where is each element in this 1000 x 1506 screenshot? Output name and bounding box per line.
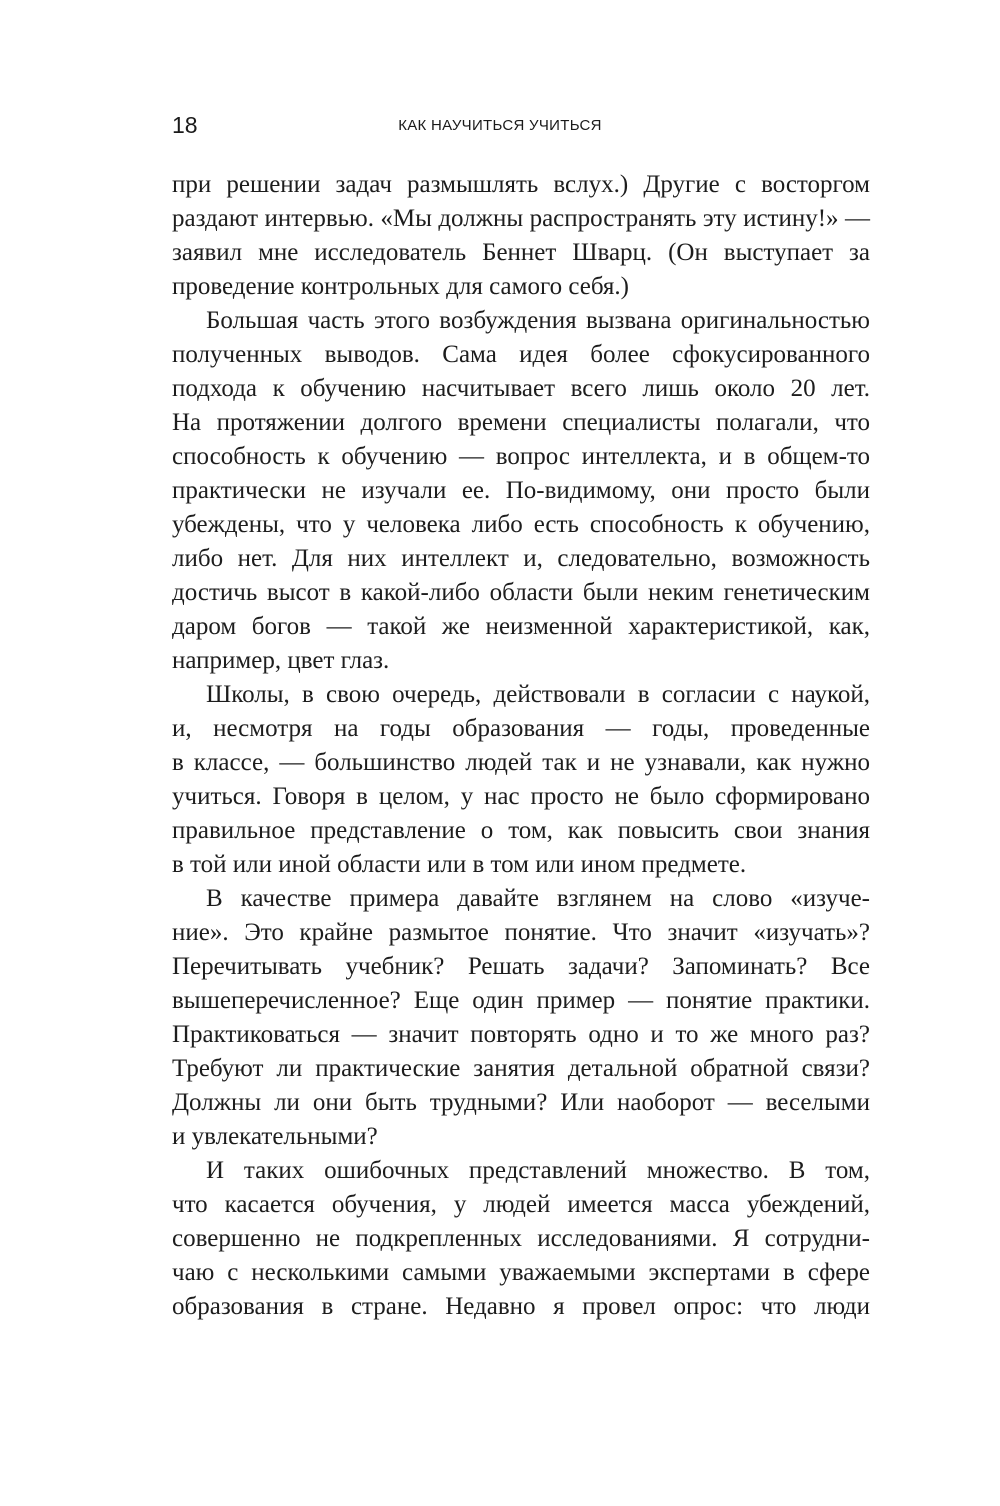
paragraph-4 xyxy=(172,882,870,1154)
text-line: и увлекательными? xyxy=(172,1123,378,1150)
text-line: Должны ли они быть трудными? Или наоборот — веселыми xyxy=(172,1089,870,1116)
text-line: что касается обучения, у людей имеется масса убеждений, xyxy=(172,1191,870,1218)
text-line: учиться. Говоря в целом, у нас просто не было сформировано xyxy=(172,783,870,810)
text-line: и, несмотря на годы образования — годы, проведенные xyxy=(172,715,870,742)
text-line: подхода к обучению насчитывает всего лишь около 20 лет. xyxy=(172,375,870,402)
text-line: Большая часть этого возбуждения вызвана оригинальностью xyxy=(206,307,870,334)
paragraph-2 xyxy=(172,304,870,678)
text-line: полученных выводов. Сама идея более сфокусированного xyxy=(172,341,870,368)
text-line: убеждены, что у человека либо есть способность к обучению, xyxy=(172,511,870,538)
paragraph-1 xyxy=(172,168,870,304)
text-line: образования в стране. Недавно я провел опрос: что люди xyxy=(172,1293,870,1320)
text-line: даром богов — такой же неизменной характеристикой, как, xyxy=(172,613,870,640)
text-line: На протяжении долгого времени специалисты полагали, что xyxy=(172,409,870,436)
text-line: совершенно не подкрепленных исследованиями. Я сотрудни- xyxy=(172,1225,870,1252)
text-line: Практиковаться — значит повторять одно и то же много раз? xyxy=(172,1021,870,1048)
text-line: В качестве примера давайте взглянем на слово «изуче- xyxy=(206,885,870,912)
text-line: Школы, в свою очередь, действовали в согласии с наукой, xyxy=(206,681,870,708)
text-line: вышеперечисленное? Еще один пример — понятие практики. xyxy=(172,987,870,1014)
text-line: например, цвет глаз. xyxy=(172,647,390,674)
text-line: в той или иной области или в том или ином предмете. xyxy=(172,851,747,878)
text-line: либо нет. Для них интеллект и, следовательно, возможность xyxy=(172,545,870,572)
text-line: Перечитывать учебник? Решать задачи? Запоминать? Все xyxy=(172,953,870,980)
page-number: 18 xyxy=(172,112,198,138)
text-line: ние». Это крайне размытое понятие. Что значит «изучать»? xyxy=(172,919,870,946)
page-header xyxy=(172,112,828,142)
body-text xyxy=(172,168,870,1324)
text-line: в классе, — большинство людей так и не узнавали, как нужно xyxy=(172,749,870,776)
text-line: заявил мне исследователь Беннет Шварц. (Он выступает за xyxy=(172,239,870,266)
running-title: КАК НАУЧИТЬСЯ УЧИТЬСЯ xyxy=(398,117,602,134)
text-line: Требуют ли практические занятия детальной обратной связи? xyxy=(172,1055,870,1082)
text-line: И таких ошибочных представлений множество. В том, xyxy=(206,1157,870,1184)
text-line: достичь высот в какой-либо области были неким генетическим xyxy=(172,579,870,606)
text-line: чаю с несколькими самыми уважаемыми экспертами в сфере xyxy=(172,1259,870,1286)
text-line: правильное представление о том, как повысить свои знания xyxy=(172,817,870,844)
text-line: способность к обучению — вопрос интеллекта, и в общем-то xyxy=(172,443,870,470)
paragraph-3 xyxy=(172,678,870,882)
paragraph-5 xyxy=(172,1154,870,1324)
text-line: раздают интервью. «Мы должны распространять эту истину!» — xyxy=(172,205,870,232)
text-line: при решении задач размышлять вслух.) Другие с восторгом xyxy=(172,171,870,198)
text-line: проведение контрольных для самого себя.) xyxy=(172,273,629,300)
text-line: практически не изучали ее. По-видимому, они просто были xyxy=(172,477,870,504)
